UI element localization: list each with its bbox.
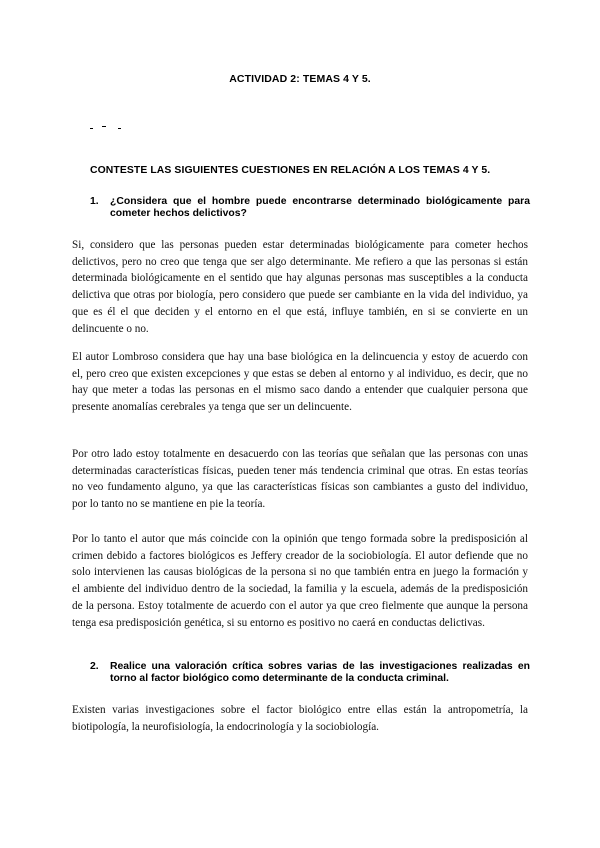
answer-paragraph: Por lo tanto el autor que más coincide con la opinión que tengo formada sobre la predisposición al crimen debido a factores biológicos es Jeffery creador de la sociobiología. El autor defiende que no solo intervienen las causas biológicas de la persona si no que también entra en juego la formación y el ambiente del individuo dentro de la sociedad, la familia y la escuela, además de la predisposición de la persona. Estoy totalmente de acuerdo con el autor ya que creo fielmente que aunque la persona tenga esa predisposición genética, si su entorno es positivo no caerá en conductas delictivas. (72, 533, 528, 629)
question-number: 1. (90, 196, 99, 207)
document-title: ACTIVIDAD 2: TEMAS 4 Y 5. (229, 73, 371, 85)
stray-mark (102, 126, 106, 127)
answer-paragraph: Si, considero que las personas pueden estar determinadas biológicamente para cometer hechos delictivos, pero no creo que tenga que ser algo determinante. Me refiero a que las personas si están determinada biológicamente en el sentido que hay algunas personas mas susceptibles a la conducta delictiva que otras por biología, pero considero que puede ser cambiante en la vida del individuo, ya que es él el que deciden y el entorno en el que está, influye también, en si se convierte en un delincuente o no. (72, 239, 528, 335)
question-2 (90, 661, 530, 685)
answer-paragraph: El autor Lombroso considera que hay una base biológica en la delincuencia y estoy de acuerdo con el, pero creo que existen excepciones y que estas se deben al entorno y al individuo, es decir, que no hay que meter a todas las personas en el mismo saco dando a entender que cualquier persona que presente anomalías cerebrales ya tenga que ser un delincuente. (72, 351, 528, 414)
question-text: ¿Considera que el hombre puede encontrarse determinado biológicamente para cometer hechos delictivos? (110, 196, 530, 219)
stray-mark (90, 128, 93, 129)
answer-paragraph: Por otro lado estoy totalmente en desacuerdo con las teorías que señalan que las personas con unas determinadas características físicas, pueden tener más tendencia criminal que otras. En estas teorías no veo fundamento alguno, ya que las características físicas son cambiantes a gusto del individuo, por lo tanto no se mantiene en pie la teoría. (72, 448, 528, 511)
question-1 (90, 196, 530, 220)
stray-mark (118, 128, 121, 129)
answer-paragraph: Existen varias investigaciones sobre el factor biológico entre ellas están la antropometría, la biotipología, la neurofisiología, la endocrinología y la sociobiología. (72, 704, 528, 733)
question-number: 2. (90, 661, 99, 672)
question-text: Realice una valoración crítica sobres varias de las investigaciones realizadas en torno al factor biológico como determinante de la conducta criminal. (110, 661, 530, 684)
section-heading: CONTESTE LAS SIGUIENTES CUESTIONES EN RELACIÓN A LOS TEMAS 4 Y 5. (90, 165, 491, 176)
